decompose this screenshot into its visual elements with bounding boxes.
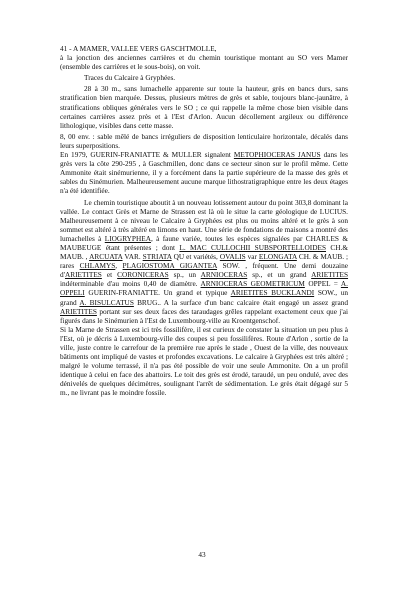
fossil-name: OVALIS [219, 252, 246, 262]
fossil-name: ARCUATA [89, 252, 123, 262]
fossil-name: CHLAMYS [79, 261, 116, 271]
paragraph-28m: 28 à 30 m., sans lumachelle apparente sur toute la hauteur, grès en bancs durs, sans stratification bien marquée. Dessus, plusieurs mètres de grès et sable, toujours blanc-jaunâtre, à stratifications obliques générales vers le SO ; ce qui rappelle la même chose bien visible dans certaines carrières assez près et à l'Est d'Arlon. Aucun décollement argileux ou différence lithologique, visibles dans cette masse. [60, 84, 348, 130]
paragraph-chemin: Le chemin touristique aboutit à un nouveau lotissement autour du point 303,8 dominant la vallée. Le contact Grès et Marne de Strassen est là où le situe la carte géologique de LUCIUS. Malheureusement à ce niveau le Calcaire à Gryphées est plus ou moins altéré et le grès à son sommet est altéré à très altéré en limons en haut. Une série de fondations de maisons a montré des lumachelles à LIOGRYPHEA, à faune variée, toutes les espèces signalées par CHARLES & MAUBEUGE étant présentes ; dont L. MAC CULLOCHII SUBSPORTELLOIDES CH.& MAUB. , ARCUATA VAR. STRIATA QU et variétés, OVALIS var ELONGATA CH. & MAUB. ; rares CHLAMYS, PLAGIOSTOMA GIGANTEA SOW. , fréquent. Une demi douzaine d'ARIETITES et CORONICERAS sp., un ARNIOCERAS sp., et un grand ARIETITES indéterminable d'au moins 0,40 de diamètre. ARNIOCERAS GEOMETRICUM OPPEL = A. OPPELI GUERIN-FRANIATTE. Un grand et typique ARIETITES BUCKLANDI SOW., un grand A. BISULCATUS BRUG.. A la surface d'un banc calcaire était engagé un assez grand ARIETITES portant sur ses deux faces des taraudages grêles rappelant exactement ceux que j'ai figurés dans le Sinémurien à l'Est de Luxembourg-ville au Kroentgenschof. [60, 197, 349, 325]
paragraph-marne: Si la Marne de Strassen est ici très fossilifère, il est curieux de constater la situation un peu plus à l'Est, où je décris à Luxembourg-ville des coupes si peu fossilifères. Route d'Arlon , sortie de la ville, juste contre le carrefour de la première rue après le stade , Ouest de la ville, des nouveaux bâtiments ont impliqué de vastes et profondes excavations. Le calcaire à Gryphées est très altéré ; malgré le volume terrassé, il n'a pas été possible de voir une seule Ammonite. On a un profil identique à celui en face des abattoirs. Le toit des grès est érodé, taraudé, un peu ondulé, avec des dénivelés de quelques décimètres, soulignant l'arrêt de sédimentation. Le grès était dégagé sur 5 m., ne livrant pas le moindre fossile. [60, 324, 348, 398]
fossil-name: CORONICERAS [117, 270, 169, 280]
fossil-name: ELONGATA [258, 252, 297, 262]
fossil-name: A. OPPELI [60, 279, 348, 298]
fossil-name: ARNIOCERAS GEOMETRICUM [200, 279, 305, 289]
fossil-name: ARIETITES [311, 270, 349, 280]
fossil-name: A. BISULCATUS [79, 297, 134, 307]
fossil-name: ARIETITES BUCKLANDI [230, 288, 315, 298]
fossil-name: ARIETITES [64, 270, 102, 280]
fossil-name: METOPHIOCERAS JANUS [233, 150, 321, 160]
text-body [60, 44, 348, 398]
paragraph-8m: 8, 00 env. : sable mêlé de bancs irréguliers de disposition lenticulaire horizontale, décalés dans leurs superpositions. [60, 131, 348, 150]
paragraph-traces: Traces du Calcaire à Gryphées. [84, 73, 176, 83]
fossil-name: ARNIOCERAS [200, 270, 248, 280]
paragraph-1979: En 1979, GUERIN-FRANIATTE & MULLER signalent METOPHIOCERAS JANUS dans les grès vers la côte 290-295 , à Gaschmillen, donc dans ce secteur sinon sur le profil même. Cette Ammonite était sinémurienne, il y a forcément dans la partie supérieure de la masse des grès et sables du Sinémurien. Malheureusement aucune marque lithostratigraphique entre les deux étages n'a été identifiée. [60, 150, 348, 196]
fossil-name: STRIATA [142, 252, 172, 262]
fossil-name: PLAGIOSTOMA GIGANTEA [122, 261, 218, 271]
section-title: 41 - A MAMER, VALLEE VERS GASCHTMOLLE, [60, 44, 217, 53]
page-number: 43 [198, 550, 206, 559]
fossil-name: ARIETITES [60, 306, 97, 316]
fossil-name: LIOGRYPHEA [104, 233, 151, 243]
fossil-name: L. MAC CULLOCHII SUBSPORTELLOIDES [179, 242, 327, 252]
section-title-rest: à la jonction des anciennes carrières et du chemin touristique montant au SO vers Mamer (ensemble des carrières et le sous-bois), on voit. [60, 53, 348, 72]
section-heading [60, 44, 348, 71]
